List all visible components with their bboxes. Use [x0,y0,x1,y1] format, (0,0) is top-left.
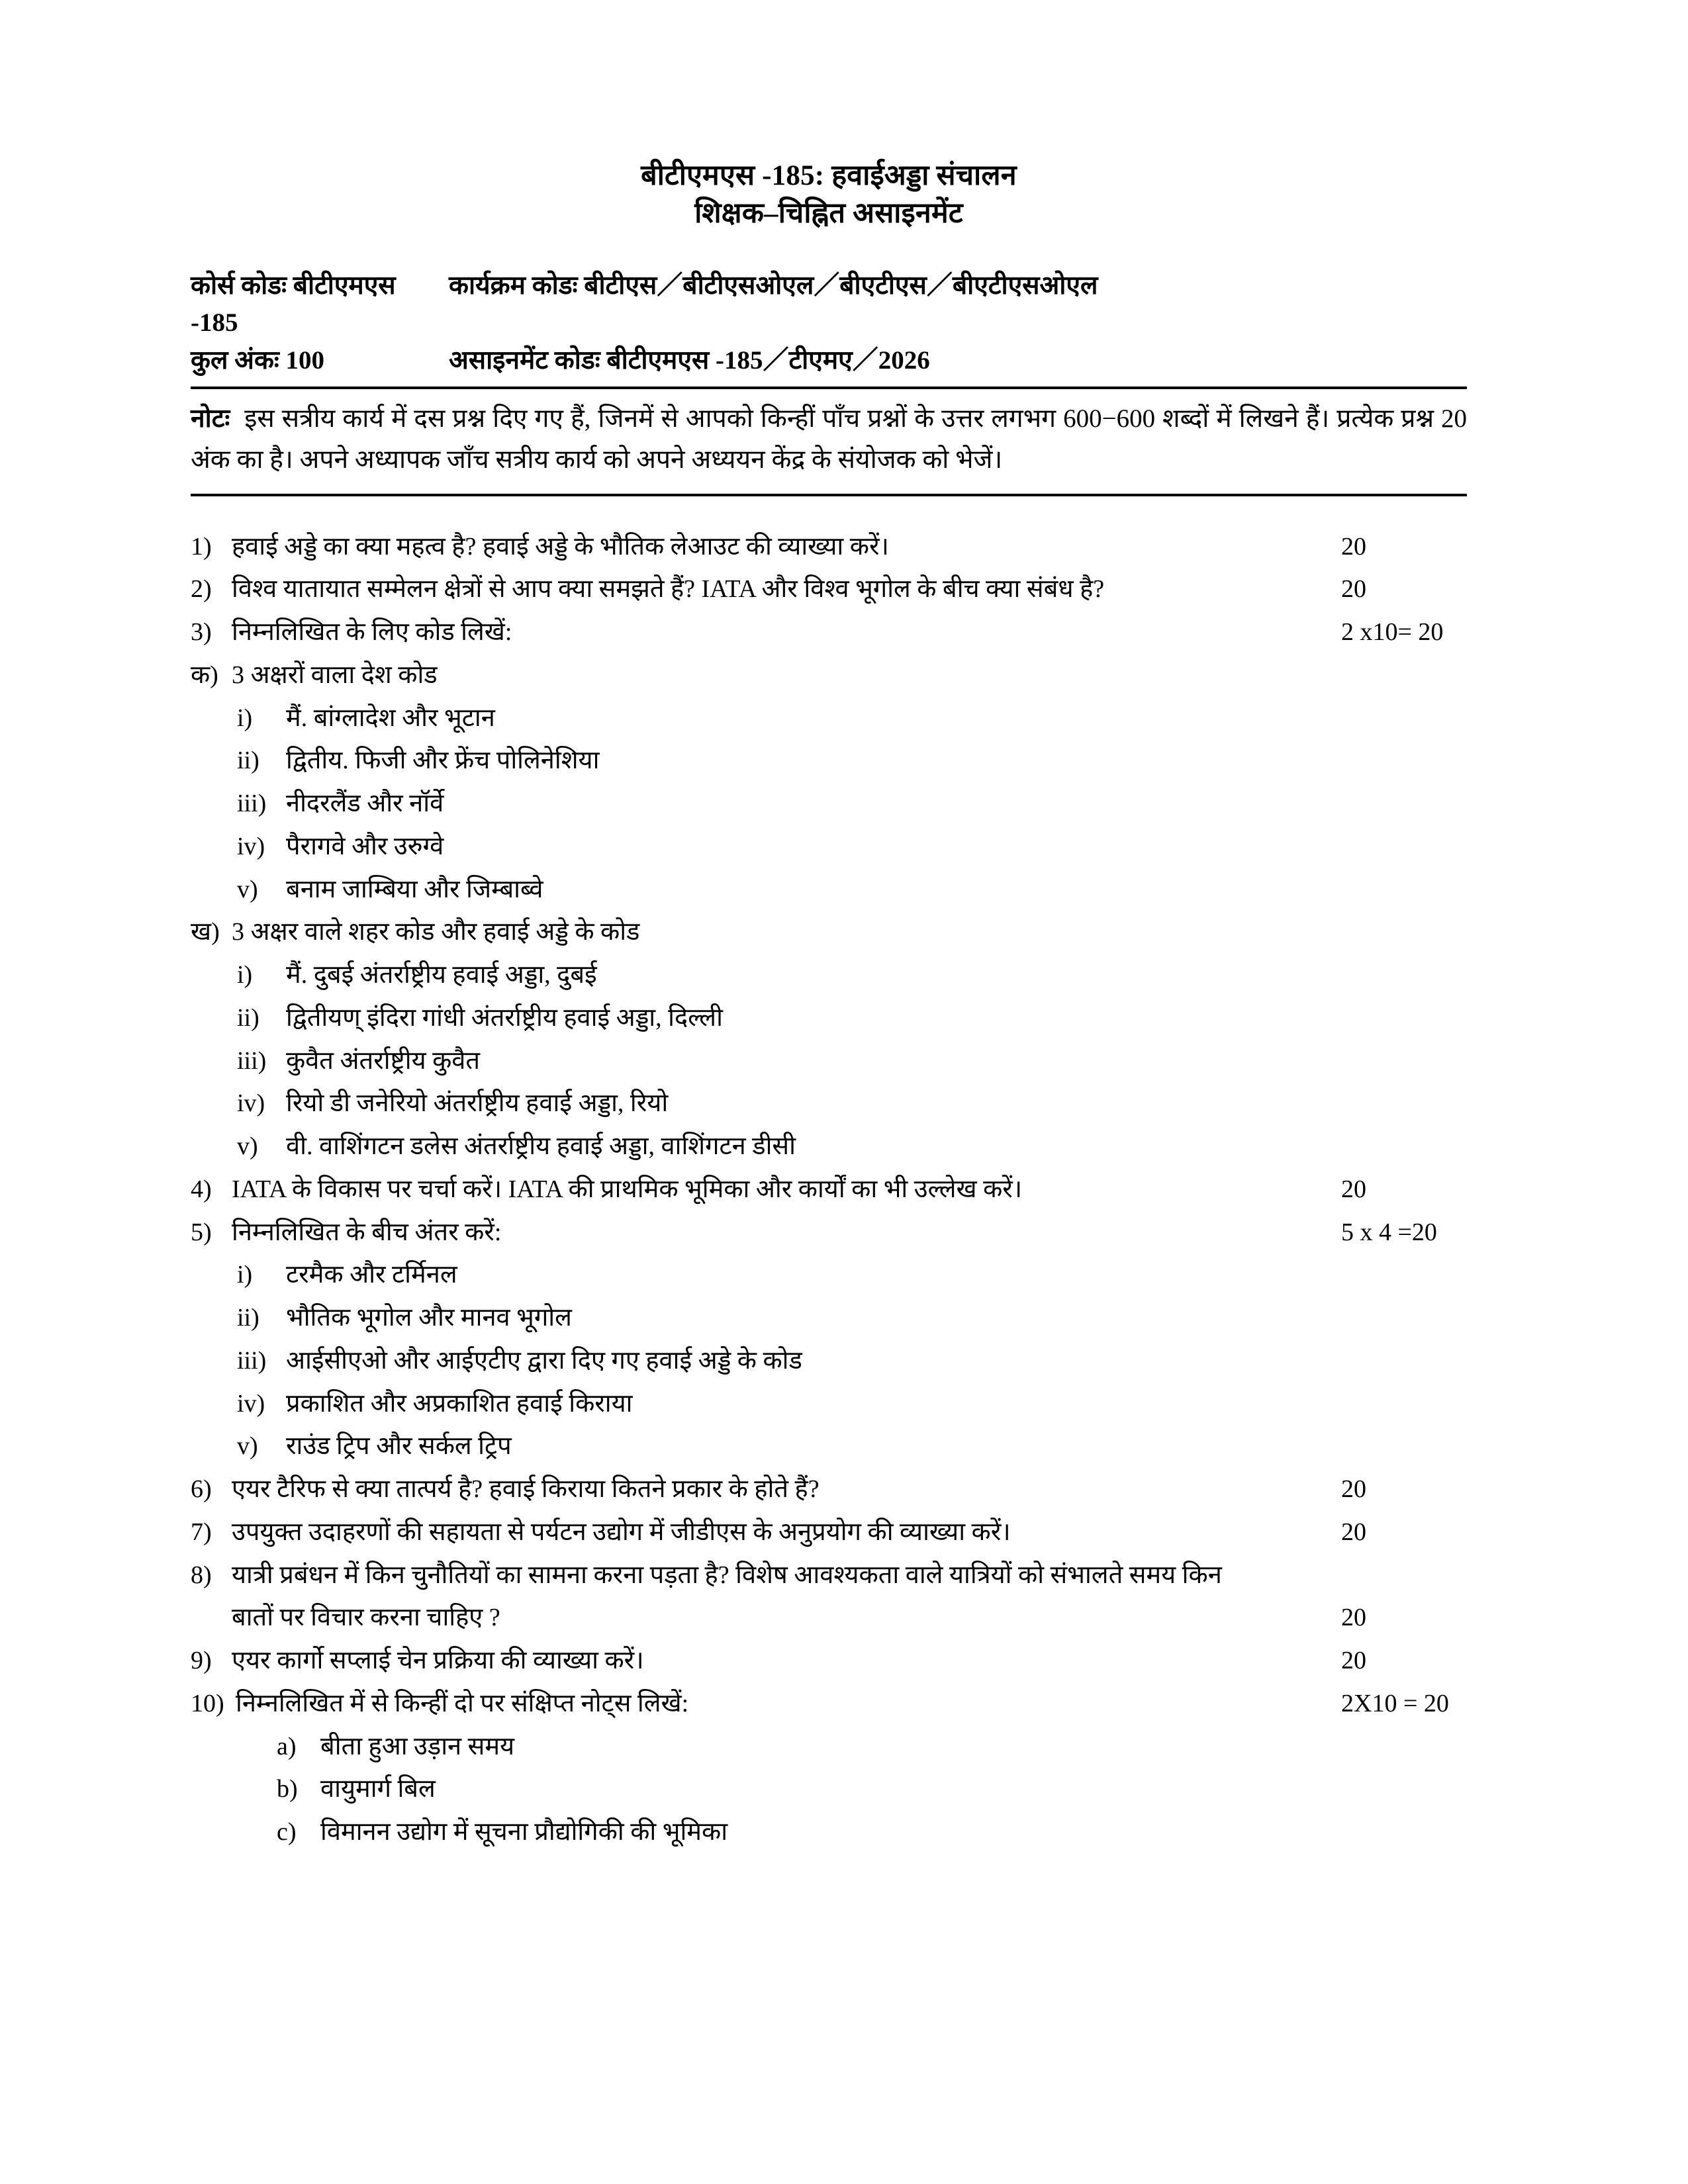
sub-item-number: a) [277,1732,297,1760]
question-text: यात्री प्रबंधन में किन चुनौतियों का सामना करना पड़ता है? विशेष आवश्यकता वाले यात्रियों को संभालते समय किन [232,1561,1222,1589]
sub-item-number: v) [237,1132,258,1161]
sub-item-number: v) [237,875,258,903]
sub-item-number: iv) [237,1389,265,1418]
question-item [191,614,1467,652]
question-number: 7) [191,1518,212,1546]
question-marks: 20 [1341,532,1366,561]
document-title-block [191,0,1467,233]
note-paragraph [191,398,1467,480]
question-item [191,1514,1467,1552]
section-text: 3 अक्षर वाले शहर कोड और हवाई अड्डे के कोड [232,918,640,946]
sub-item-text: मैं. बांग्लादेश और भूटान [286,704,495,732]
sub-item-number: iv) [237,832,265,860]
question-marks: 20 [1341,1175,1366,1203]
sub-item-text: आईसीएओ और आईएटीए द्वारा दिए गए हवाई अड्डे के कोड [286,1346,802,1375]
question-text: हवाई अड्डे का क्या महत्व है? हवाई अड्डे के भौतिक लेआउट की व्याख्या करें। [232,532,889,561]
sub-item [191,1385,1467,1424]
sub-item [191,1299,1467,1338]
question-text: निम्नलिखित में से किन्हीं दो पर संक्षिप्त नोट्स लिखें: [236,1689,689,1717]
question-number: 6) [191,1475,212,1504]
question-number: 4) [191,1175,212,1203]
sub-item-number: i) [237,704,253,732]
sub-item [191,1128,1467,1166]
questions-list [191,528,1467,1852]
question-marks: 2 x10= 20 [1341,618,1444,647]
question-marks: 2X10 = 20 [1341,1689,1449,1717]
sub-item [191,1728,1467,1766]
sub-item-text: बीता हुआ उड़ान समय [320,1732,515,1760]
sub-item-number: iii) [237,790,267,818]
course-code: कोर्स कोडः बीटीएमएस -185 [191,271,396,338]
question-section [191,657,1467,695]
page-title-line-2: शिक्षक–चिह्नित असाइनमेंट [694,197,963,229]
divider-bottom [191,494,1467,496]
sub-item [191,1428,1467,1466]
sub-item-text: भौतिक भूगोल और मानव भूगोल [286,1304,572,1332]
sub-item-number: i) [237,961,253,989]
sub-item-text: प्रकाशित और अप्रकाशित हवाई किराया [286,1389,633,1418]
meta-row-marks [191,342,1467,380]
sub-item-number: v) [237,1432,258,1461]
question-text-continuation: बातों पर विचार करना चाहिए ? [232,1604,500,1632]
sub-item-text: बनाम जाम्बिया और जिम्बाब्वे [286,875,543,903]
question-text: विश्व यातायात सम्मेलन क्षेत्रों से आप क्या समझते हैं? IATA और विश्व भूगोल के बीच क्या संबंध है? [232,575,1105,604]
meta-row-course [191,267,1467,343]
sub-item [191,956,1467,995]
sub-item-text: विमानन उद्योग में सूचना प्रौद्योगिकी की भूमिका [320,1818,728,1846]
page-title-line-1: बीटीएमएस -185: हवाईअड्डा संचालन [641,160,1017,191]
question-item [191,1214,1467,1252]
sub-item [191,1085,1467,1123]
note-label: नोटः [191,404,230,433]
page-content [191,0,1467,1856]
question-number: 3) [191,618,212,647]
question-marks: 20 [1341,575,1366,604]
section-text: 3 अक्षरों वाला देश कोड [232,660,438,689]
question-text: निम्नलिखित के लिए कोड लिखें: [232,618,512,647]
sub-item [191,828,1467,866]
assignment-code: असाइनमेंट कोडः बीटीएमएस -185／टीएमए／2026 [449,346,930,375]
sub-item-text: द्वितीयण् इंदिरा गांधी अंतर्राष्ट्रीय हवाई अड्डा, दिल्ली [286,1003,723,1032]
question-section [191,913,1467,952]
question-item [191,1642,1467,1680]
sub-item-text: मैं. दुबई अंतर्राष्ट्रीय हवाई अड्डा, दुबई [286,961,597,989]
question-number: 1) [191,532,212,561]
question-item [191,1557,1467,1595]
sub-item-text: नीदरलैंड और नॉर्वे [286,790,444,818]
section-label: क) [191,660,218,689]
sub-item-number: iv) [237,1089,265,1118]
program-code: कार्यक्रम कोडः बीटीएस／बीटीएसओएल／बीएटीएस／बीएटीएसओएल [449,271,1098,300]
sub-item [191,1342,1467,1381]
sub-item-text: रियो डी जनेरियो अंतर्राष्ट्रीय हवाई अड्डा, रियो [286,1089,669,1118]
sub-item-text: पैरागवे और उरुग्वे [286,832,444,860]
question-marks: 5 x 4 =20 [1341,1218,1437,1246]
question-item [191,528,1467,567]
question-number: 8) [191,1561,212,1589]
sub-item-number: iii) [237,1346,267,1375]
course-meta-block [191,267,1467,381]
sub-item-text: वायुमार्ग बिल [320,1775,436,1803]
sub-item [191,742,1467,780]
question-number: 9) [191,1647,212,1675]
sub-item-number: b) [277,1775,298,1803]
sub-item-text: कुवैत अंतर्राष्ट्रीय कुवैत [286,1046,481,1075]
sub-item [191,785,1467,823]
question-text: IATA के विकास पर चर्चा करें। IATA की प्राथमिक भूमिका और कार्यों का भी उल्लेख करें। [232,1175,1023,1203]
question-text-continuation-row [191,1599,1467,1637]
question-number: 10) [191,1689,224,1717]
sub-item-text: राउंड ट्रिप और सर्कल ट्रिप [286,1432,512,1461]
sub-item-number: iii) [237,1046,267,1075]
sub-item-text: वी. वाशिंगटन डलेस अंतर्राष्ट्रीय हवाई अड्डा, वाशिंगटन डीसी [286,1132,796,1161]
section-label: ख) [191,918,220,946]
question-text: एयर टैरिफ से क्या तात्पर्य है? हवाई किराया कितने प्रकार के होते हैं? [232,1475,820,1504]
sub-item-text: द्वितीय. फिजी और फ्रेंच पोलिनेशिया [286,747,600,775]
question-item [191,570,1467,609]
sub-item [191,999,1467,1038]
question-item [191,1685,1467,1723]
note-block [191,389,1467,486]
question-item [191,1471,1467,1509]
sub-item-number: i) [237,1261,253,1289]
sub-item [191,871,1467,909]
question-text: एयर कार्गो सप्लाई चेन प्रक्रिया की व्याख्या करें। [232,1647,644,1675]
question-item [191,1171,1467,1209]
sub-item [191,1770,1467,1809]
sub-item-number: c) [277,1818,297,1846]
question-marks: 20 [1341,1647,1366,1675]
sub-item-text: टरमैक और टर्मिनल [286,1261,457,1289]
question-marks: 20 [1341,1518,1366,1546]
note-text: इस सत्रीय कार्य में दस प्रश्न दिए गए हैं, जिनमें से आपको किन्हीं पाँच प्रश्नों के उत्तर लगभग 600−600 शब्दों में लिखने हैं। प्रत्येक प्रश्न 20 अंक का है। अपने अध्यापक जाँच सत्रीय कार्य को अपने अध्ययन केंद्र के संयोजक को भेजें। [191,404,1467,474]
question-text: उपयुक्त उदाहरणों की सहायता से पर्यटन उद्योग में जीडीएस के अनुप्रयोग की व्याख्या करें। [232,1518,1011,1546]
total-marks: कुल अंकः 100 [191,346,325,375]
question-marks: 20 [1341,1475,1366,1504]
sub-item [191,1813,1467,1852]
sub-item [191,1256,1467,1295]
question-number: 2) [191,575,212,604]
question-text: निम्नलिखित के बीच अंतर करें: [232,1218,502,1246]
sub-item-number: ii) [237,1003,259,1032]
sub-item [191,1042,1467,1081]
sub-item [191,700,1467,738]
sub-item-number: ii) [237,747,259,775]
question-marks: 20 [1341,1604,1366,1632]
sub-item-number: ii) [237,1304,259,1332]
question-number: 5) [191,1218,212,1246]
